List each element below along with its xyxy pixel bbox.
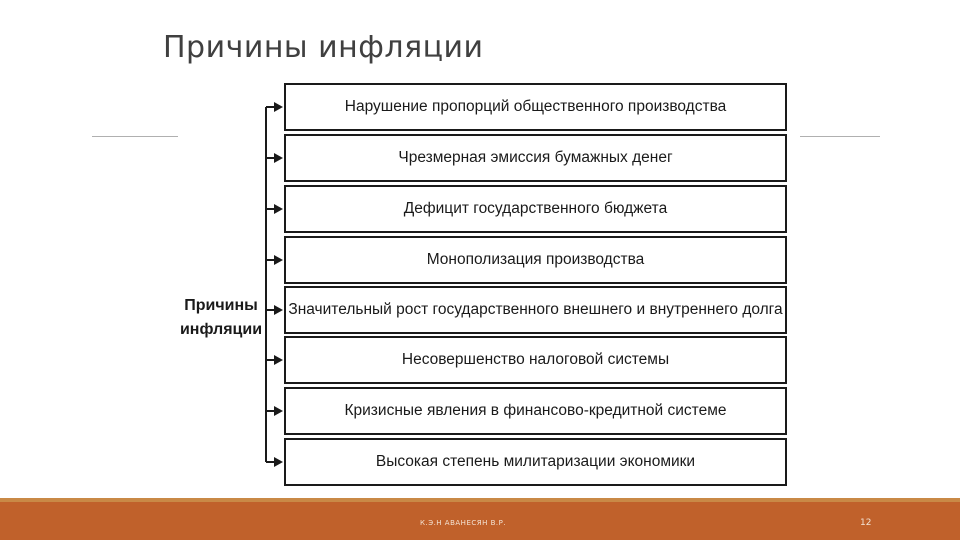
cause-text-8: Высокая степень милитаризации экономики	[375, 453, 696, 470]
arrowhead-icon	[274, 406, 283, 416]
cause-box-7	[284, 387, 787, 435]
cause-text-5: Значительный рост государственного внешнего и внутреннего долга	[288, 301, 783, 318]
cause-box-6	[284, 336, 787, 384]
arrowhead-icon	[274, 457, 283, 467]
slide-title: Причины инфляции	[163, 30, 484, 65]
cause-box-4	[284, 236, 787, 284]
diagram-root-label: Причины инфляции	[179, 297, 263, 338]
cause-text-3: Дефицит государственного бюджета	[403, 200, 668, 217]
arrowhead-icon	[274, 153, 283, 163]
cause-text-2: Чрезмерная эмиссия бумажных денег	[398, 149, 673, 166]
page-number: 12	[860, 518, 872, 528]
footer-author: К.Э.Н АВАНЕСЯН В.Р.	[420, 519, 507, 527]
cause-box-5	[284, 286, 787, 334]
arrowhead-icon	[274, 102, 283, 112]
arrowhead-icon	[274, 305, 283, 315]
cause-box-8	[284, 438, 787, 486]
footer-strip	[0, 498, 960, 502]
arrowhead-icon	[274, 355, 283, 365]
cause-text-4: Монополизация производства	[426, 251, 645, 268]
cause-box-3	[284, 185, 787, 233]
arrowhead-icon	[274, 204, 283, 214]
arrowhead-icon	[274, 255, 283, 265]
cause-text-6: Несовершенство налоговой системы	[401, 351, 670, 368]
cause-text-7: Кризисные явления в финансово-кредитной системе	[344, 402, 727, 419]
cause-text-1: Нарушение пропорций общественного производства	[344, 98, 727, 115]
cause-box-1	[284, 83, 787, 131]
cause-box-2	[284, 134, 787, 182]
